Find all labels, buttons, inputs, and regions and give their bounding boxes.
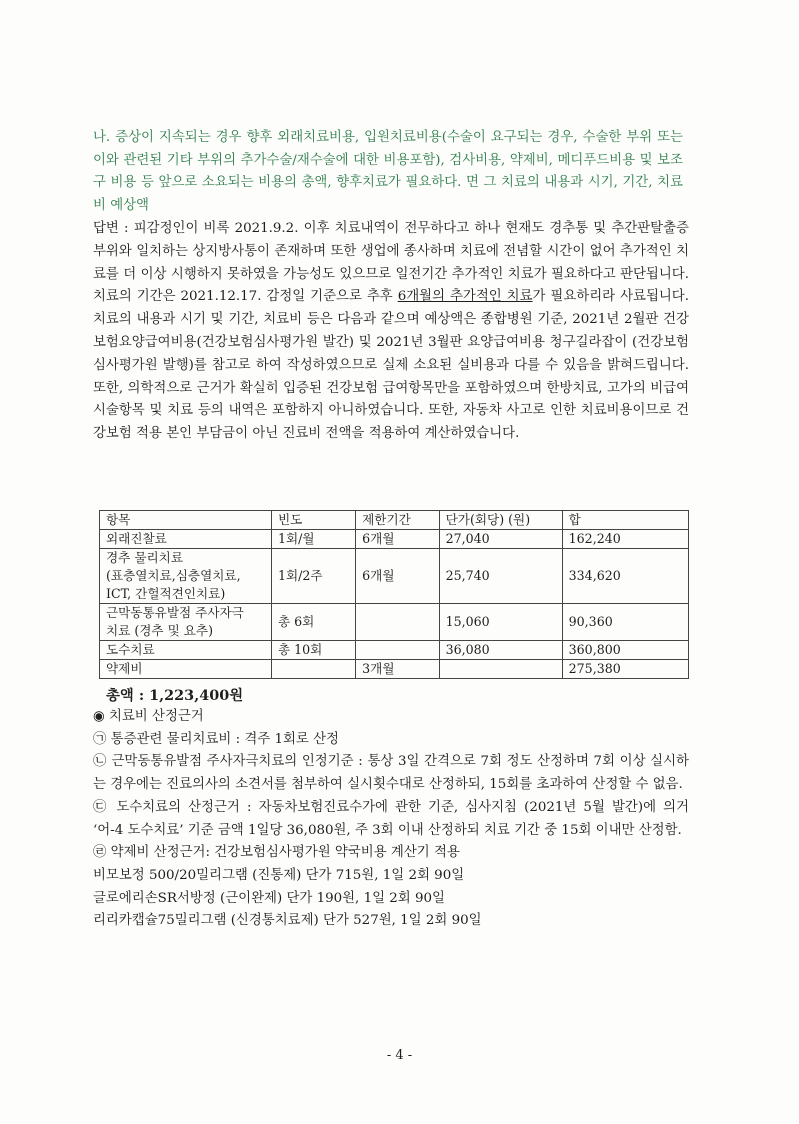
header-unit-price: 단가(회당) (원) bbox=[439, 511, 562, 530]
table-row bbox=[100, 660, 689, 679]
cell-period bbox=[356, 604, 439, 641]
header-frequency: 빈도 bbox=[271, 511, 355, 530]
cell-item-line: ICT, 간헐적견인치료) bbox=[106, 586, 226, 601]
cell-period: 6개월 bbox=[356, 530, 439, 549]
cell-item bbox=[100, 549, 272, 604]
basis-item-b: ㉡ 근막동통유발점 주사자극치료의 인정기준 : 통상 3일 간격으로 7회 정도 산정하며 7회 이상 실시하는 경우에는 진료의사의 소견서를 첨부하여 실시횟수대로 산정하되, 15회를 초과하여 산정할 수 없음. bbox=[93, 754, 689, 793]
page-number: - 4 - bbox=[386, 1048, 413, 1063]
answer-underlined-text: 6개월의 추가적인 치료 bbox=[397, 289, 533, 305]
cell-period: 3개월 bbox=[356, 660, 439, 679]
cell-unit-price: 36,080 bbox=[439, 641, 562, 660]
cell-unit-price: 27,040 bbox=[439, 530, 562, 549]
cell-frequency: 총 10회 bbox=[271, 641, 355, 660]
table-row bbox=[100, 549, 689, 604]
drug-line: 리리카캡슐75밀리그램 (신경통치료제) 단가 527원, 1일 2회 90일 bbox=[93, 913, 482, 929]
question-paragraph: 나. 증상이 지속되는 경우 향후 외래치료비용, 입원치료비용(수술이 요구되는 경우, 수술한 부위 또는 이와 관련된 기타 부위의 추가수술/재수술에 대한 비용포함), 검사비용, 약제비, 메디푸드비용 및 보조구 비용 등 앞으로 소요되는 비용의 총액, 향후치료가 필요하다. 면 그 치료의 내용과 시기, 기간, 치료비 예상액 bbox=[93, 130, 683, 213]
basis-title: ◉ 치료비 산정근거 bbox=[93, 709, 204, 724]
header-item: 항목 bbox=[100, 511, 272, 530]
table-row bbox=[100, 530, 689, 549]
cell-sum: 334,620 bbox=[562, 549, 688, 604]
cell-item bbox=[100, 604, 272, 641]
cell-item-line: 경추 물리치료 bbox=[106, 550, 183, 565]
answer-text-part1: 답변 : 피감정인이 비록 2021.9.2. 이후 치료내역이 전무하다고 하나 현재도 경추통 및 추간판탈출증 부위와 일치하는 상지방사통이 존재하며 또한 생업에 종사하며 치료에 전념할 시간이 없어 추가적인 치료를 더 이상 시행하지 못하였을 가능성도 있으므로 일전기간 추가적인 치료가 필요하다고 판단됩니다. 치료의 기간은 2021.12.17. 감정일 기준으로 추후 bbox=[93, 221, 689, 305]
cell-sum: 275,380 bbox=[562, 660, 688, 679]
cell-item: 도수치료 bbox=[100, 641, 272, 660]
cell-frequency: 총 6회 bbox=[271, 604, 355, 641]
cost-basis-section bbox=[93, 706, 689, 933]
cell-item-line: 치료 (경추 및 요추) bbox=[106, 623, 213, 638]
basis-item-c: ㉢ 도수치료의 산정근거 : 자동차보험진료수가에 관한 기준, 심사지침 (2021년 5월 발간)에 의거 ‘어-4 도수치료’ 기준 금액 1일당 36,080원, 주 3회 이내 산정하되 치료 기간 중 15회 이내만 산정함. bbox=[93, 799, 689, 838]
drug-line: 글로에리손SR서방정 (근이완제) 단가 190원, 1일 2회 90일 bbox=[93, 890, 445, 906]
table-row bbox=[100, 604, 689, 641]
cell-item: 약제비 bbox=[100, 660, 272, 679]
cell-item: 외래진찰료 bbox=[100, 530, 272, 549]
header-period: 제한기간 bbox=[356, 511, 439, 530]
cell-unit-price: 15,060 bbox=[439, 604, 562, 641]
cell-item-line: 근막동통유발점 주사자극 bbox=[106, 605, 244, 620]
cell-frequency bbox=[271, 660, 355, 679]
cell-sum: 360,800 bbox=[562, 641, 688, 660]
table-row bbox=[100, 641, 689, 660]
cell-sum: 90,360 bbox=[562, 604, 688, 641]
basis-item-d: ㉣ 약제비 산정근거: 건강보험심사평가원 약국비용 계산기 적용 bbox=[93, 845, 460, 861]
basis-item-a: ㉠ 통증관련 물리치료비 : 격주 1회로 산정 bbox=[93, 731, 339, 747]
cell-frequency: 1회/월 bbox=[271, 530, 355, 549]
header-sum: 합 bbox=[562, 511, 688, 530]
cell-period bbox=[356, 641, 439, 660]
cell-frequency: 1회/2주 bbox=[271, 549, 355, 604]
cell-unit-price bbox=[439, 660, 562, 679]
drug-line: 비모보정 500/20밀리그램 (진통제) 단가 715원, 1일 2회 90일 bbox=[93, 867, 465, 883]
cost-table bbox=[99, 510, 689, 679]
answer-paragraph bbox=[93, 218, 689, 446]
cell-unit-price: 25,740 bbox=[439, 549, 562, 604]
total-amount: 총액 : 1,223,400원 bbox=[106, 687, 244, 704]
cell-item-line: (표층열치료,심층열치료, bbox=[106, 568, 241, 583]
cell-sum: 162,240 bbox=[562, 530, 688, 549]
cell-period: 6개월 bbox=[356, 549, 439, 604]
table-header-row bbox=[100, 511, 689, 530]
answer-text-part2: 가 필요하리라 사료됩니다. 치료의 내용과 시기 및 기간, 치료비 등은 다음과 같으며 예상액은 종합병원 기준, 2021년 2월판 건강보험요양급여비용(건강보험심사평가원 발간) 및 2021년 3월판 요양급여비용 청구길라잡이 (건강보험심사평가원 발행)를 참고로 하여 작성하였으므로 실제 소요된 실비용과 다를 수 있음을 밝혀드립니다. 또한, 의학적으로 근거가 확실히 입증된 건강보험 급여항목만을 포함하였으며 한방치료, 고가의 비급여 시술항목 및 치료 등의 내역은 포함하지 아니하였습니다. 또한, 자동차 사고로 인한 치료비용이므로 건강보험 적용 본인 부담금이 아닌 진료비 전액을 적용하여 계산하였습니다. bbox=[93, 289, 690, 442]
